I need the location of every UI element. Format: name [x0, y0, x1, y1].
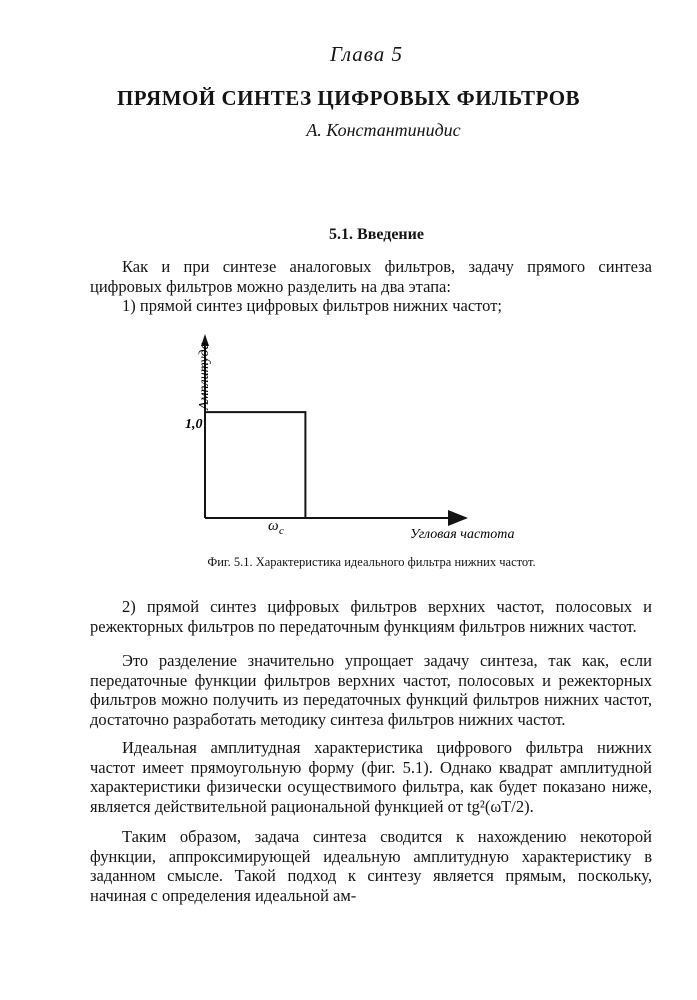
figure-caption: Фиг. 5.1. Характеристика идеального фильтра нижних частот. [207, 555, 536, 569]
intro-paragraph: Как и при синтезе аналоговых фильтров, задачу прямого синтеза цифровых фильтров можно разделить на два этапа: [90, 257, 652, 296]
y-tick-label: 1,0 [185, 417, 203, 432]
y-axis-label: Амплитуда [197, 342, 212, 410]
paragraph-3: Идеальная амплитудная характеристика цифрового фильтра нижних частот имеет прямоугольную форму (фиг. 5.1). Однако квадрат амплитудной характеристики физически осуществимого фильтра, как будет показано ниже, является действительной рациональной функцией от tg²(ωT/2). [90, 738, 652, 816]
x-axis-label: Угловая частота [410, 527, 515, 542]
chapter-heading: Глава 5 [330, 42, 403, 66]
section-heading: 5.1. Введение [329, 226, 424, 243]
list-item-2: 2) прямой синтез цифровых фильтров верхних частот, полосовых и режекторных фильтров по передаточным функциям фильтров нижних частот. [90, 597, 652, 636]
list-item-1: 1) прямой синтез цифровых фильтров нижних частот; [122, 296, 502, 315]
paragraph-4: Таким образом, задача синтеза сводится к нахождению некоторой функции, аппроксимирующей идеальную амплитудную характеристику в заданном смысле. Такой подход к синтезу является прямым, поскольку, начиная с определения идеальной ам- [90, 827, 652, 905]
x-tick-label-subscript: c [279, 525, 284, 537]
x-tick-label-omega: ω [268, 518, 279, 534]
response-line [205, 412, 305, 518]
amplitude-chart [0, 320, 697, 550]
author-name: А. Константинидис [306, 120, 461, 140]
chapter-title: ПРЯМОЙ СИНТЕЗ ЦИФРОВЫХ ФИЛЬТРОВ [116, 86, 581, 110]
paragraph-2: Это разделение значительно упрощает задачу синтеза, так как, если передаточные функции фильтров верхних частот, полосовых и режекторных фильтров можно получить из передаточных функций фильтров нижних частот, достаточно разработать методику синтеза фильтров нижних частот. [90, 651, 652, 729]
